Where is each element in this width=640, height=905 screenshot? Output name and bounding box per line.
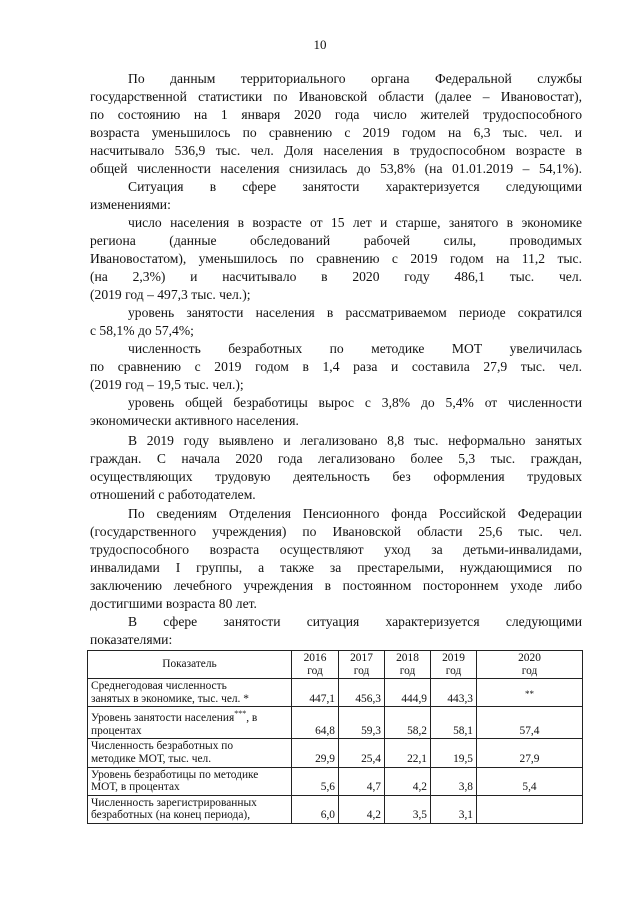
header-year-2020: 2020 год [477,651,583,679]
table-cell: 3,1 [431,795,477,823]
table-cell: 57,4 [477,707,583,739]
table-row [88,679,583,707]
header-year-2018: 2018 год [385,651,431,679]
p7-line-2: граждан. С начала 2020 года легализовано более 5,3 тыс. граждан, [90,451,582,466]
p3-line-1: число населения в возрасте от 15 лет и старше, занятого в экономике [128,215,582,230]
p8-line-5: заключению лечебного учреждения в постоянном постороннем уходе либо [90,578,582,593]
p5-line-2: по сравнению с 2019 годом в 1,4 раза и составила 27,9 тыс. чел. [90,359,582,374]
table-cell: 5,6 [292,767,339,795]
table-cell: 29,9 [292,739,339,767]
table-cell: 447,1 [292,679,339,707]
table-row [88,739,583,767]
p3-line-3: Ивановостатом), уменьшилось по сравнению с 2019 годом на 11,2 тыс. [90,251,582,266]
table-cell [477,795,583,823]
table-cell: 6,0 [292,795,339,823]
table-row [88,707,583,739]
table-row [88,767,583,795]
p8-line-2: (государственного учреждения) по Ивановской области 25,6 тыс. чел. [90,524,582,539]
table-cell: 64,8 [292,707,339,739]
table-cell: 58,1 [431,707,477,739]
p8-line-1: По сведениям Отделения Пенсионного фонда Российской Федерации [128,506,582,521]
p9-line-1: В сфере занятости ситуация характеризуется следующими [128,614,582,629]
p3-line-5: (2019 год – 497,3 тыс. чел.); [90,287,251,302]
p1-line-1: По данным территориального органа Федеральной службы [128,71,582,86]
p2-line-2: изменениями: [90,197,171,212]
table-cell: 443,3 [431,679,477,707]
p6-line-1: уровень общей безработицы вырос с 3,8% до 5,4% от численности [128,395,582,410]
table-cell: 58,2 [385,707,431,739]
table-cell: 3,5 [385,795,431,823]
employment-indicators-table [87,650,583,824]
p1-line-3: по состоянию на 1 января 2020 года число жителей трудоспособного [90,107,582,122]
p1-line-6: общей численности населения снизилась до 53,8% (на 01.01.2019 – 54,1%). [90,161,582,176]
p9-line-2: показателями: [90,632,173,647]
row-label: Уровень безработицы по методике МОТ, в процентах [88,767,292,795]
table-cell: 5,4 [477,767,583,795]
p7-line-4: отношений с работодателем. [90,487,256,502]
p6-line-2: экономически активного населения. [90,413,299,428]
p4-line-2: с 58,1% до 57,4%; [90,323,194,338]
table-cell: 27,9 [477,739,583,767]
header-year-2016: 2016 год [292,651,339,679]
table-cell: 3,8 [431,767,477,795]
header-year-2017: 2017 год [339,651,385,679]
table-cell: 444,9 [385,679,431,707]
header-year-2019: 2019 год [431,651,477,679]
row-label: Уровень занятости населения***, в процентах [88,707,292,739]
header-indicator: Показатель [88,651,292,679]
table-cell: 19,5 [431,739,477,767]
p3-line-2: региона (данные обследований рабочей силы, проводимых [90,233,582,248]
p8-line-6: достигшими возраста 80 лет. [90,596,257,611]
table-row [88,795,583,823]
table-cell: 4,2 [385,767,431,795]
p1-line-2: государственной статистики по Ивановской области (далее – Ивановостат), [90,89,582,104]
p2-line-1: Ситуация в сфере занятости характеризуется следующими [128,179,582,194]
p1-line-4: возраста уменьшилось по сравнению с 2019 годом на 6,3 тыс. чел. и [90,125,582,140]
row-label: Численность безработных по методике МОТ, тыс. чел. [88,739,292,767]
row-label: Среднегодовая численность занятых в экономике, тыс. чел. * [88,679,292,707]
p7-line-3: осуществляющих трудовую деятельность без оформления трудовых [90,469,582,484]
table-cell: 25,4 [339,739,385,767]
p8-line-4: инвалидами I группы, а также за престарелыми, нуждающимися по [90,560,582,575]
table-cell: 4,7 [339,767,385,795]
p5-line-3: (2019 год – 19,5 тыс. чел.); [90,377,244,392]
row-label: Численность зарегистрированных безработных (на конец периода), [88,795,292,823]
p1-line-5: насчитывало 536,9 тыс. чел. Доля населения в трудоспособном возрасте в [90,143,582,158]
table-cell: 59,3 [339,707,385,739]
table-cell: ** [477,679,583,707]
table-cell: 22,1 [385,739,431,767]
table-header-row [88,651,583,679]
p4-line-1: уровень занятости населения в рассматриваемом периоде сократился [128,305,582,320]
table-cell: 456,3 [339,679,385,707]
p7-line-1: В 2019 году выявлено и легализовано 8,8 тыс. неформально занятых [128,433,582,448]
table-cell: 4,2 [339,795,385,823]
page-number: 10 [313,37,327,52]
p8-line-3: трудоспособного возраста осуществляют уход за детьми-инвалидами, [90,542,582,557]
p5-line-1: численность безработных по методике МОТ увеличилась [128,341,582,356]
p3-line-4: (на 2,3%) и насчитывало в 2020 году 486,1 тыс. чел. [90,269,582,284]
